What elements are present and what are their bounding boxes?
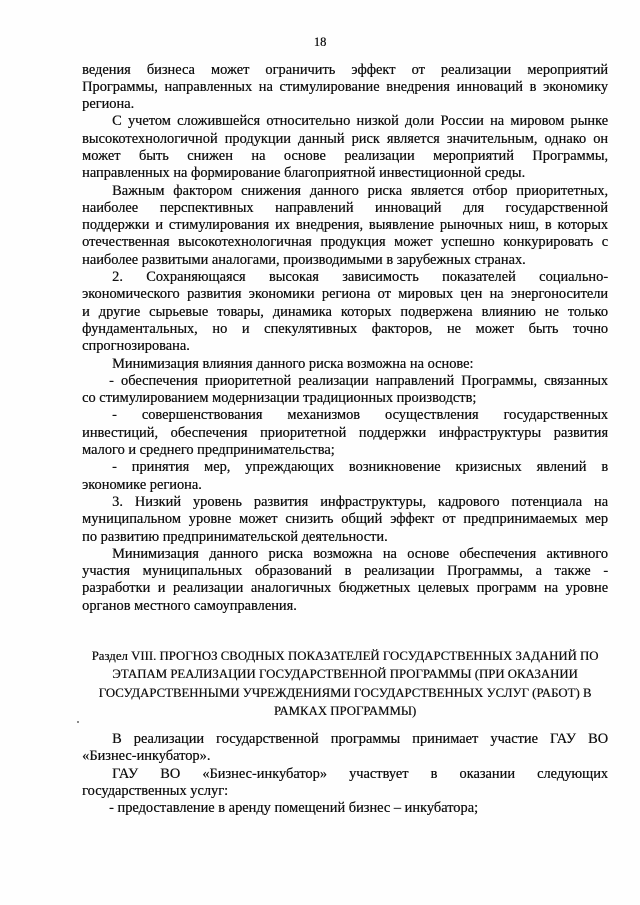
- text-line: региона.: [82, 96, 135, 113]
- text-line: - предоставление в аренду помещений бизнес – инкубатора;: [109, 800, 478, 817]
- document-content: [82, 62, 608, 818]
- section-body: [82, 731, 608, 817]
- text-line: наиболее перспективных направлений инноваций для государственной: [82, 199, 608, 216]
- text-line: наиболее развитыми аналогами, производимыми в зарубежных странах.: [82, 251, 526, 268]
- page-number: 18: [313, 35, 327, 49]
- text-line: Важным фактором снижения данного риска является отбор приоритетных,: [112, 182, 608, 199]
- text-line: спрогнозирована.: [82, 338, 190, 355]
- text-line: ГАУ ВО «Бизнес-инкубатор» участвует в оказании следующих: [112, 765, 608, 782]
- paragraph: [82, 766, 608, 801]
- section-heading-line: РАМКАХ ПРОГРАММЫ): [273, 703, 417, 718]
- text-line: экономического развития экономики региона от мировых цен на энергоносители: [82, 286, 608, 303]
- text-line: Минимизация влияния данного риска возможна на основе:: [112, 355, 474, 372]
- text-line: - принятия мер, упреждающих возникновение кризисных явлений в: [112, 459, 608, 476]
- text-line: 2. Сохраняющаяся высокая зависимость показателей социально-: [112, 269, 608, 286]
- text-line: ведения бизнеса может ограничить эффект от реализации мероприятий: [82, 61, 608, 78]
- numbered-paragraph: [82, 494, 608, 546]
- list-item: [82, 373, 608, 408]
- text-line: С учетом сложившейся относительно низкой доли России на мировом рынке: [112, 113, 608, 130]
- section-heading-line: ЭТАПАМ РЕАЛИЗАЦИИ ГОСУДАРСТВЕННОЙ ПРОГРАММЫ (ПРИ ОКАЗАНИИ: [112, 667, 578, 682]
- paragraph: [82, 113, 608, 182]
- text-line: «Бизнес-инкубатор».: [82, 748, 211, 765]
- text-line: направленных на формирование благоприятной инвестиционной среды.: [82, 165, 526, 182]
- text-line: по развитию предпринимательской деятельности.: [82, 528, 388, 545]
- text-line: государственных услуг:: [82, 783, 228, 800]
- text-line: фундаментальных, но и спекулятивных факторов, не может быть точно: [82, 320, 608, 337]
- text-line: экономике региона.: [82, 476, 202, 493]
- text-line: инвестиций, обеспечения приоритетной поддержки инфраструктуры развития: [82, 424, 608, 441]
- paragraph: [82, 183, 608, 269]
- section-heading-line: Раздел VIII. ПРОГНОЗ СВОДНЫХ ПОКАЗАТЕЛЕЙ ГОСУДАРСТВЕННЫХ ЗАДАНИЙ ПО: [91, 649, 599, 663]
- text-line: - обеспечения приоритетной реализации направлений Программы, связанных: [109, 372, 608, 389]
- text-line: и другие сырьевые товары, динамика которых подвержена влиянию не только: [82, 303, 608, 320]
- paragraph: [82, 731, 608, 766]
- text-line: со стимулированием модернизации традиционных производств;: [82, 390, 477, 407]
- text-line: может быть снижен на основе реализации мероприятий Программы,: [82, 147, 608, 164]
- section-heading-line: ГОСУДАРСТВЕННЫМИ УЧРЕЖДЕНИЯМИ ГОСУДАРСТВЕННЫХ УСЛУГ (РАБОТ) В: [98, 685, 592, 700]
- text-line: высокотехнологичной продукции данный риск является значительным, однако он: [82, 130, 608, 147]
- list-item: [82, 800, 608, 817]
- scan-speck: [77, 721, 79, 723]
- text-line: отечественная высокотехнологичная продукция может успешно конкурировать с: [82, 234, 608, 251]
- paragraph: [82, 546, 608, 615]
- text-line: Минимизация данного риска возможна на основе обеспечения активного: [112, 545, 608, 562]
- text-line: 3. Низкий уровень развития инфраструктуры, кадрового потенциала на: [112, 493, 608, 510]
- paragraph: [82, 356, 608, 373]
- list-item: [82, 459, 608, 494]
- text-line: участия муниципальных образований в реализации Программы, а также -: [82, 563, 608, 580]
- section-heading: [82, 647, 608, 720]
- text-line: Программы, направленных на стимулирование внедрения инноваций в экономику: [82, 78, 608, 95]
- text-line: органов местного самоуправления.: [82, 597, 297, 614]
- text-line: разработки и реализации аналогичных бюджетных целевых программ на уровне: [82, 580, 608, 597]
- numbered-paragraph: [82, 269, 608, 355]
- text-line: муниципальном уровне может снизить общий эффект от предпринимаемых мер: [82, 511, 608, 528]
- text-line: В реализации государственной программы принимает участие ГАУ ВО: [112, 731, 608, 748]
- text-line: - совершенствования механизмов осуществления государственных: [112, 407, 608, 424]
- list-item: [82, 407, 608, 459]
- text-line: поддержки и стимулирования их внедрения, выявление рыночных ниш, в которых: [82, 217, 608, 234]
- paragraph: [82, 62, 608, 114]
- text-line: малого и среднего предпринимательства;: [82, 442, 335, 459]
